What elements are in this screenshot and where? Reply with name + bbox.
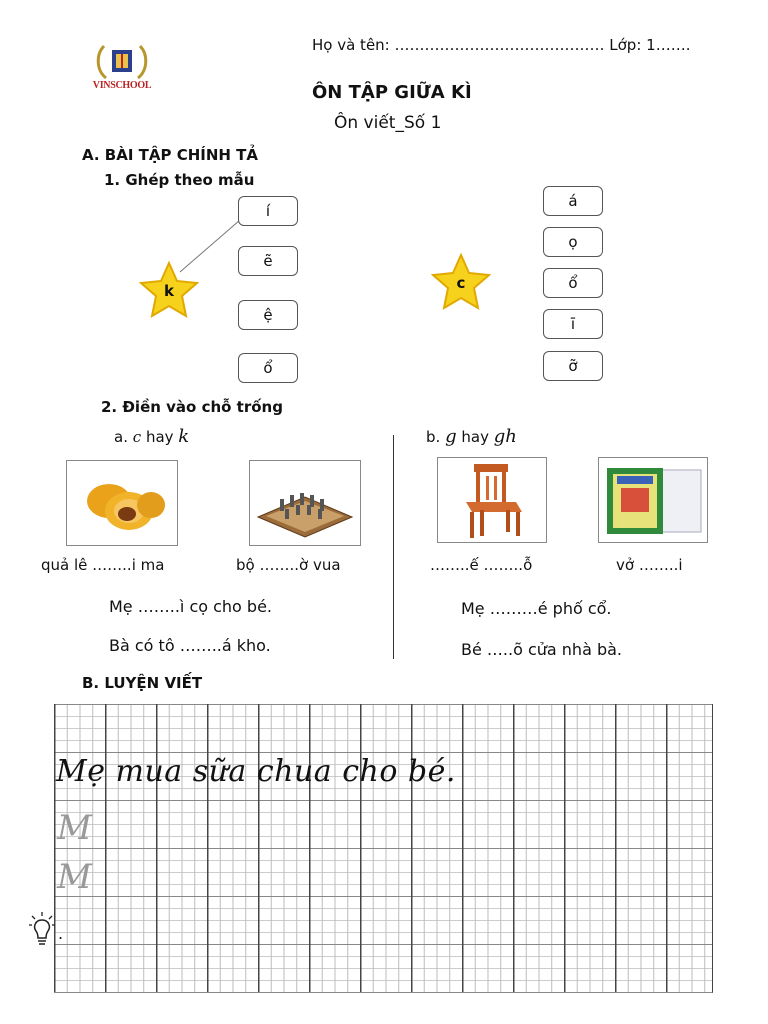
- syllable-box[interactable]: á: [543, 186, 603, 216]
- syllable-box[interactable]: ī: [543, 309, 603, 339]
- handwriting-grid[interactable]: [54, 704, 713, 993]
- sentence-left-2: Bà có tô ……..á kho.: [109, 636, 271, 655]
- part-a-label: [114, 426, 189, 447]
- hay-word: hay: [461, 428, 489, 446]
- syllable-box[interactable]: ẽ: [238, 246, 298, 276]
- chair-icon: [438, 458, 546, 542]
- letter-c: c: [132, 428, 142, 446]
- exercise-2-heading: 2. Điền vào chỗ trống: [101, 398, 283, 416]
- trace-letter-2: M: [57, 857, 92, 897]
- start-dot: .: [58, 924, 64, 943]
- part-b-letter: b.: [426, 428, 441, 446]
- syllable-box[interactable]: ệ: [238, 300, 298, 330]
- notebook-icon: [599, 458, 707, 542]
- exercise-1-heading: 1. Ghép theo mẫu: [104, 171, 255, 189]
- letter-gh: gh: [493, 426, 517, 447]
- logo-text: VINSCHOOL: [92, 80, 152, 91]
- fruit-icon: [67, 461, 177, 545]
- caption-chess: bộ ……..ờ vua: [236, 556, 341, 574]
- star-k[interactable]: [139, 261, 199, 319]
- star-c[interactable]: [431, 253, 491, 311]
- syllable-box[interactable]: ọ: [543, 227, 603, 257]
- section-b-heading: B. LUYỆN VIẾT: [82, 674, 203, 692]
- caption-chair: ……..ế ……..ỗ: [430, 556, 533, 574]
- picture-chair: [437, 457, 547, 543]
- column-divider: [393, 435, 394, 659]
- section-a-heading: A. BÀI TẬP CHÍNH TẢ: [82, 146, 259, 164]
- lightbulb-icon: [28, 910, 56, 946]
- name-class-line: Họ và tên: …………………………………… Lớp: 1…….: [312, 36, 691, 54]
- syllable-box[interactable]: ỡ: [543, 351, 603, 381]
- caption-fruit: quả lê ……..i ma: [41, 556, 165, 574]
- syllable-box[interactable]: í: [238, 196, 298, 226]
- picture-notebook: [598, 457, 708, 543]
- sentence-left-1: Mẹ ……..ì cọ cho bé.: [109, 597, 273, 616]
- part-b-label: [426, 426, 517, 447]
- star-c-label: c: [456, 274, 466, 292]
- sentence-right-2: Bé …..õ cửa nhà bà.: [461, 640, 622, 659]
- letter-g: g: [445, 426, 457, 447]
- trace-letter-1: M: [57, 808, 92, 848]
- syllable-box[interactable]: ổ: [543, 268, 603, 298]
- syllable-box[interactable]: ổ: [238, 353, 298, 383]
- hay-word: hay: [145, 428, 174, 446]
- star-k-label: k: [164, 282, 174, 300]
- picture-chess: [249, 460, 361, 546]
- chessboard-icon: [250, 461, 360, 545]
- laurel-book-icon: [82, 40, 162, 82]
- page-subtitle: Ôn viết_Số 1: [334, 113, 442, 133]
- picture-fruit: [66, 460, 178, 546]
- letter-k: k: [178, 426, 190, 447]
- school-logo: [82, 40, 162, 100]
- caption-notebook: vở ……..i: [616, 556, 683, 574]
- part-a-letter: a.: [114, 428, 128, 446]
- page-title: ÔN TẬP GIỮA KÌ: [312, 82, 472, 103]
- model-sentence: Mẹ mua sữa chua cho bé.: [56, 754, 456, 789]
- sentence-right-1: Mẹ ………é phố cổ.: [461, 599, 612, 618]
